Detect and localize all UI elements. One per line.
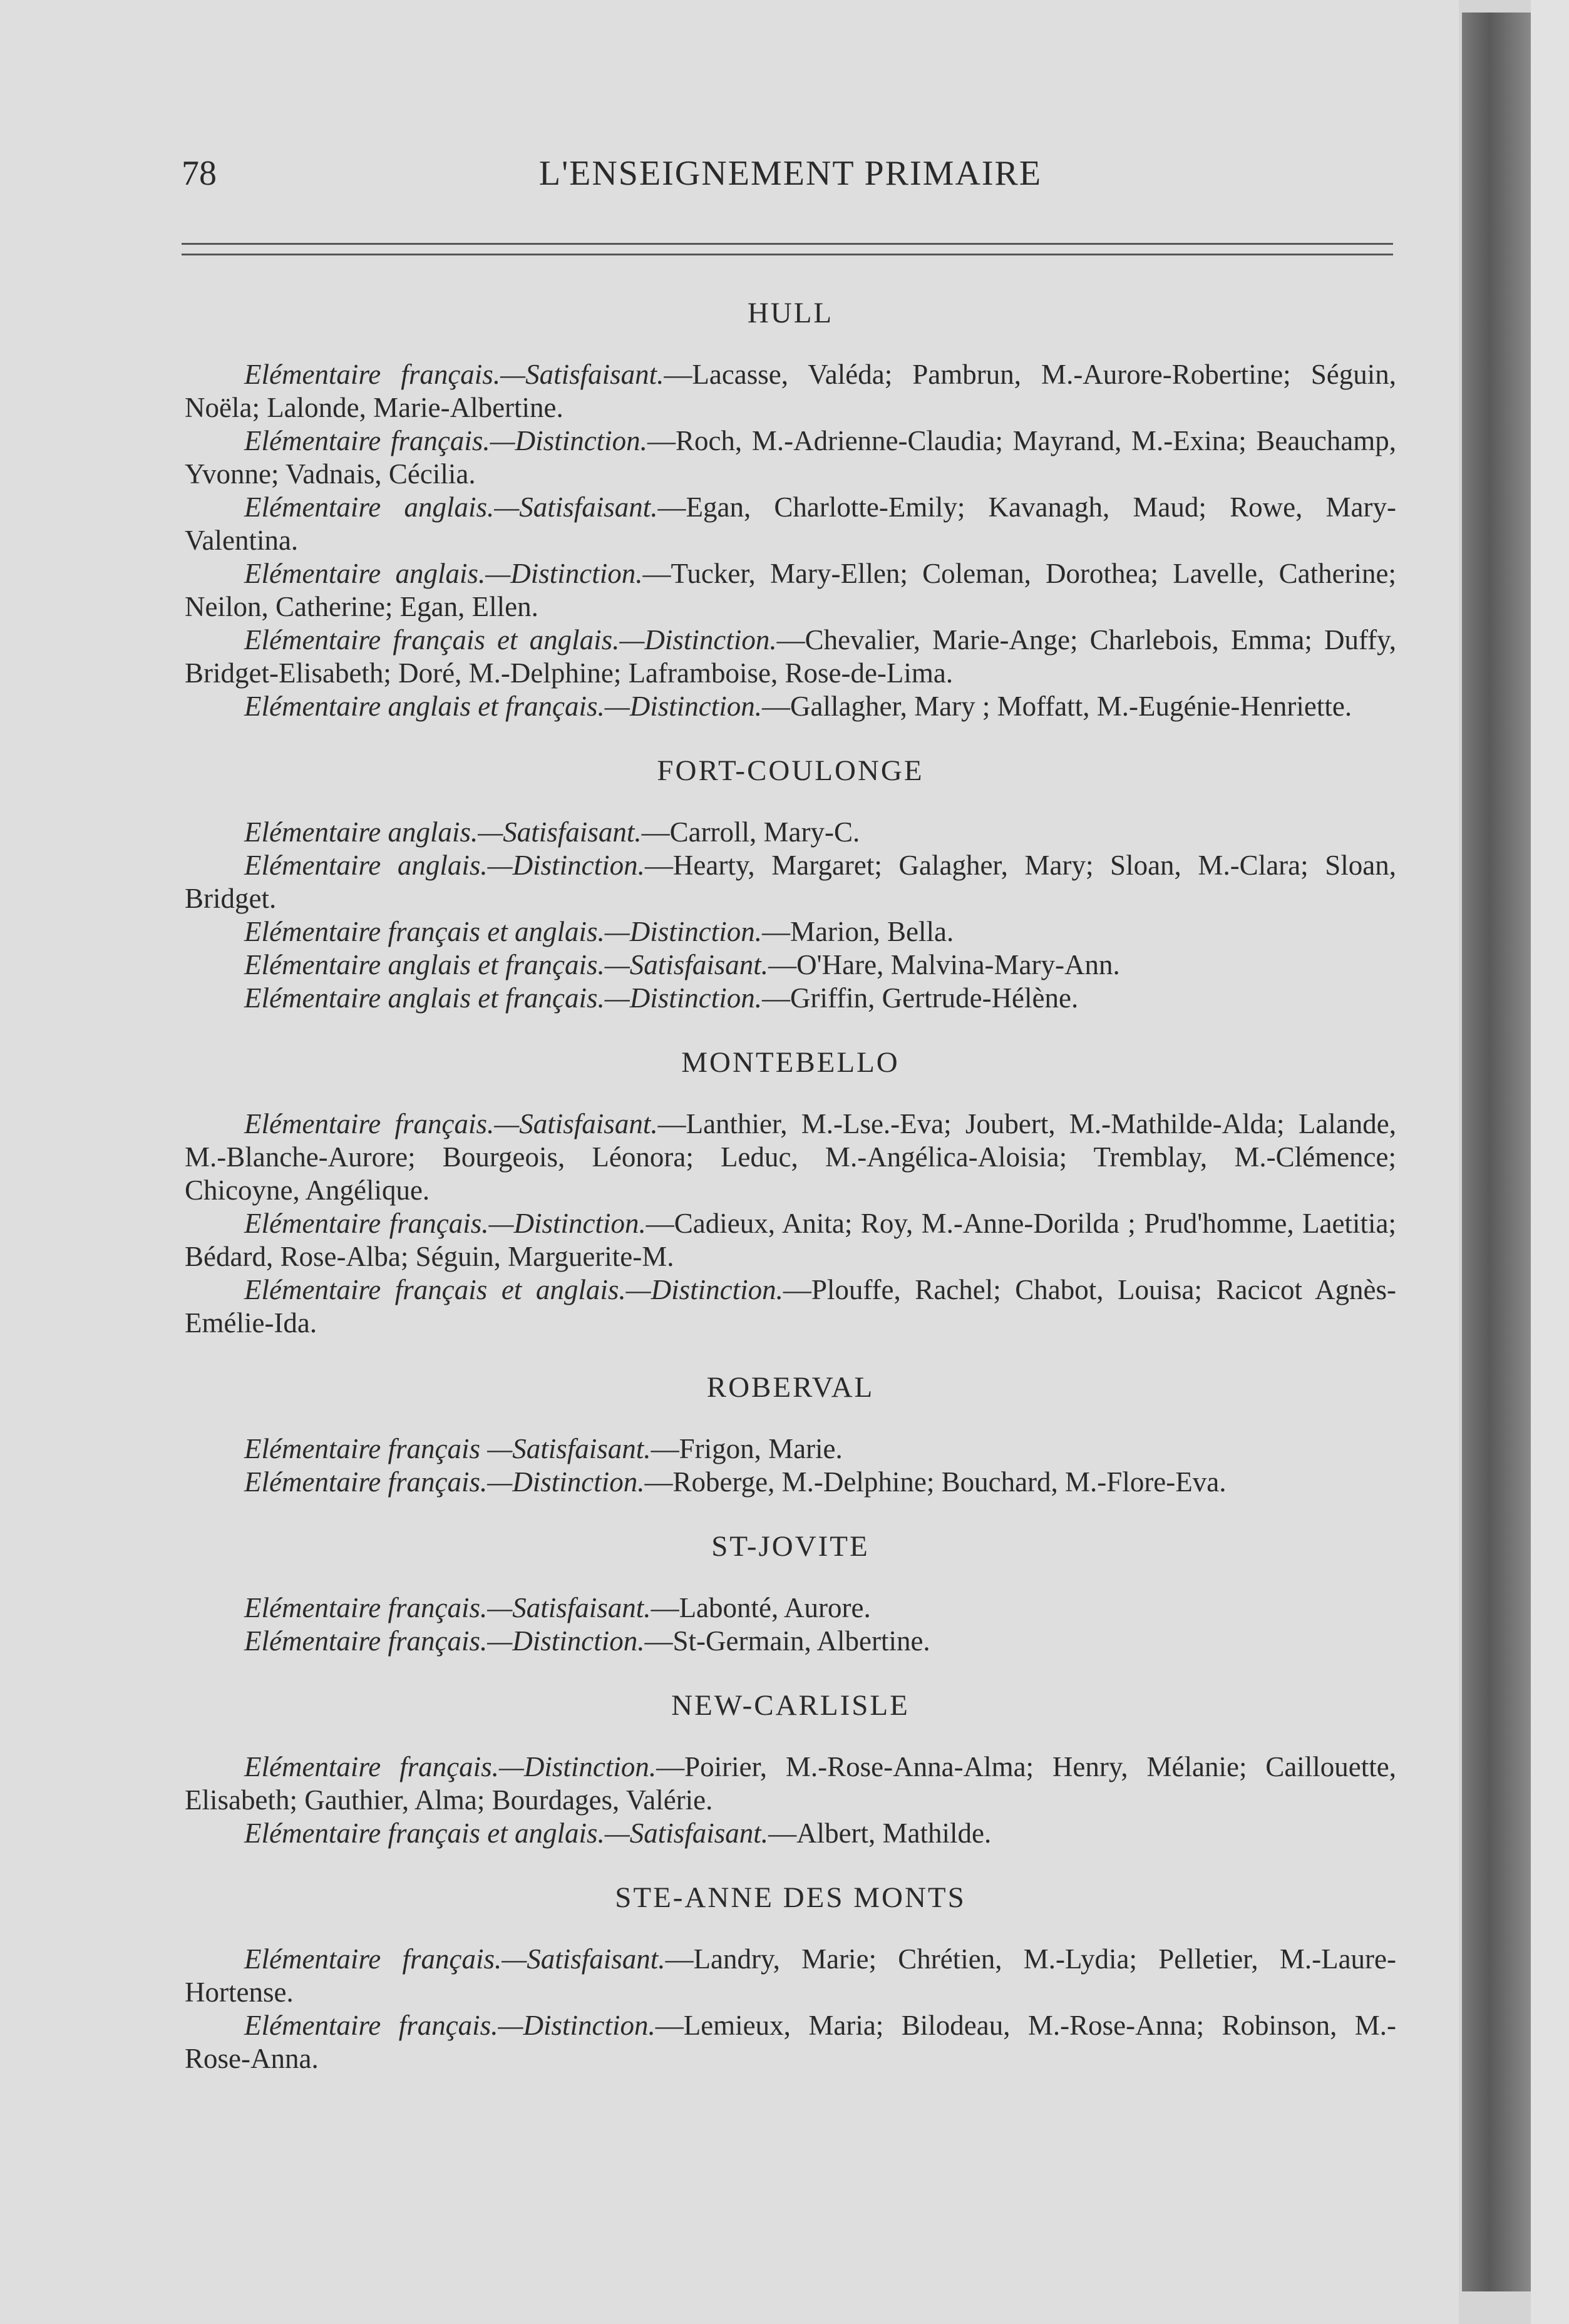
result-entry (185, 915, 1396, 949)
entry-label: Elémentaire français et anglais.—Distinction. (244, 1274, 783, 1305)
entry-names: —Landry, Marie; Chrétien, M.-Lydia; Pelletier, M.-Laure-Hortense. (185, 1943, 1396, 2008)
result-entry (185, 424, 1396, 491)
entry-names: —Egan, Charlotte-Emily; Kavanagh, Maud; Rowe, Mary-Valentina. (185, 491, 1396, 556)
entry-names: —Marion, Bella. (762, 916, 954, 947)
result-entry (185, 1751, 1396, 1817)
section-title: NEW-CARLISLE (671, 1689, 910, 1722)
entry-label: Elémentaire français.—Distinction. (244, 2010, 656, 2041)
result-entry (185, 624, 1396, 690)
entry-label: Elémentaire français.—Satisfaisant. (244, 1943, 666, 1975)
section (185, 1369, 1396, 1499)
result-entry (185, 1466, 1396, 1499)
section (185, 1044, 1396, 1340)
result-entry (185, 1273, 1396, 1340)
entry-names: —Roberge, M.-Delphine; Bouchard, M.-Flore-Eva. (644, 1466, 1227, 1498)
section-title: ST-JOVITE (711, 1530, 870, 1563)
result-entry (185, 949, 1396, 982)
section (185, 1528, 1396, 1658)
entry-label: Elémentaire français.—Distinction. (244, 1625, 645, 1657)
section (185, 1879, 1396, 2075)
section-title: STE-ANNE DES MONTS (615, 1881, 966, 1914)
page-header (182, 153, 1399, 203)
entry-label: Elémentaire anglais et français.—Satisfaisant. (244, 949, 769, 980)
entry-label: Elémentaire anglais.—Distinction. (244, 558, 643, 589)
entry-names: —Cadieux, Anita; Roy, M.-Anne-Dorilda ; Prud'homme, Laetitia; Bédard, Rose-Alba; Séguin, Marguerite-M. (185, 1208, 1396, 1272)
result-entry (185, 358, 1396, 424)
section (185, 294, 1396, 723)
entry-label: Elémentaire anglais.—Satisfaisant. (244, 816, 642, 848)
entry-label: Elémentaire anglais.—Distinction. (244, 850, 645, 881)
entry-label: Elémentaire anglais et français.—Distinction. (244, 982, 763, 1014)
entry-names: —Griffin, Gertrude-Hélène. (762, 982, 1079, 1014)
entry-label: Elémentaire français et anglais.—Distinction. (244, 624, 777, 656)
result-entry (185, 982, 1396, 1015)
entry-names: —Lanthier, M.-Lse.-Eva; Joubert, M.-Mathilde-Alda; Lalande, M.-Blanche-Aurore; Bourgeois, Léonora; Leduc, M.-Angélica-Aloisia; Tremblay, M.-Clémence; Chicoyne, Angélique. (185, 1108, 1396, 1206)
entry-names: —Albert, Mathilde. (768, 1818, 992, 1849)
entry-names: —Labonté, Aurore. (651, 1592, 871, 1623)
result-entry (185, 2009, 1396, 2075)
section-title: MONTEBELLO (681, 1046, 900, 1079)
entry-label: Elémentaire anglais et français.—Distinction. (244, 691, 763, 722)
entry-names: —Roch, M.-Adrienne-Claudia; Mayrand, M.-Exina; Beauchamp, Yvonne; Vadnais, Cécilia. (185, 425, 1397, 490)
result-entry (185, 1943, 1396, 2009)
entry-label: Elémentaire français.—Distinction. (244, 1751, 657, 1782)
entry-label: Elémentaire français.—Distinction. (244, 425, 647, 456)
result-entry (185, 1207, 1396, 1273)
running-title: L'ENSEIGNEMENT PRIMAIRE (538, 154, 1042, 193)
result-entry (185, 557, 1396, 624)
entry-names: —O'Hare, Malvina-Mary-Ann. (768, 949, 1120, 980)
entry-names: —Gallagher, Mary ; Moffatt, M.-Eugénie-Henriette. (762, 691, 1352, 722)
entry-label: Elémentaire anglais.—Satisfaisant. (244, 491, 658, 523)
entry-names: —Chevalier, Marie-Ange; Charlebois, Emma; Duffy, Bridget-Elisabeth; Doré, M.-Delphine; Laframboise, Rose-de-Lima. (185, 624, 1396, 689)
entry-label: Elémentaire français —Satisfaisant. (244, 1433, 651, 1464)
entry-label: Elémentaire français.—Satisfaisant. (244, 1108, 658, 1139)
entry-label: Elémentaire français.—Distinction. (244, 1466, 645, 1498)
result-entry (185, 690, 1396, 723)
entry-names: —St-Germain, Albertine. (644, 1625, 930, 1657)
section-title: HULL (747, 297, 834, 329)
entry-names: —Hearty, Margaret; Galagher, Mary; Sloan, M.-Clara; Sloan, Bridget. (185, 850, 1396, 914)
entry-names: —Poirier, M.-Rose-Anna-Alma; Henry, Mélanie; Caillouette, Elisabeth; Gauthier, Alma; Bourdages, Valérie. (185, 1751, 1396, 1816)
entry-names: —Carroll, Mary-C. (641, 816, 860, 848)
entry-names: —Lacasse, Valéda; Pambrun, M.-Aurore-Robertine; Séguin, Noëla; Lalonde, Marie-Albertine. (185, 359, 1396, 423)
page-binding-edge (1462, 13, 1531, 2291)
header-rule (182, 243, 1393, 255)
result-entry (185, 816, 1396, 849)
section (185, 752, 1396, 1015)
entry-names: —Lemieux, Maria; Bilodeau, M.-Rose-Anna; Robinson, M.-Rose-Anna. (185, 2010, 1397, 2074)
section-title: FORT-COULONGE (657, 754, 924, 787)
entry-label: Elémentaire français et anglais.—Satisfaisant. (244, 1818, 769, 1849)
result-entry (185, 1108, 1396, 1207)
entry-label: Elémentaire français.—Distinction. (244, 1208, 646, 1239)
result-entry (185, 1817, 1396, 1850)
result-entry (185, 491, 1396, 557)
entry-label: Elémentaire français.—Satisfaisant. (244, 359, 664, 390)
entry-names: —Tucker, Mary-Ellen; Coleman, Dorothea; Lavelle, Catherine; Neilon, Catherine; Egan, Ellen. (185, 558, 1397, 622)
result-entry (185, 1591, 1396, 1625)
page-number: 78 (182, 154, 217, 193)
result-entry (185, 1432, 1396, 1466)
page-margin-edge (1531, 0, 1569, 2324)
result-entry (185, 849, 1396, 915)
section (185, 1687, 1396, 1850)
document-body (185, 294, 1396, 2104)
section-title: ROBERVAL (706, 1371, 875, 1404)
entry-label: Elémentaire français.—Satisfaisant. (244, 1592, 651, 1623)
entry-names: —Plouffe, Rachel; Chabot, Louisa; Racicot Agnès-Emélie-Ida. (185, 1274, 1396, 1339)
entry-label: Elémentaire français et anglais.—Distinction. (244, 916, 763, 947)
entry-names: —Frigon, Marie. (651, 1433, 843, 1464)
result-entry (185, 1625, 1396, 1658)
